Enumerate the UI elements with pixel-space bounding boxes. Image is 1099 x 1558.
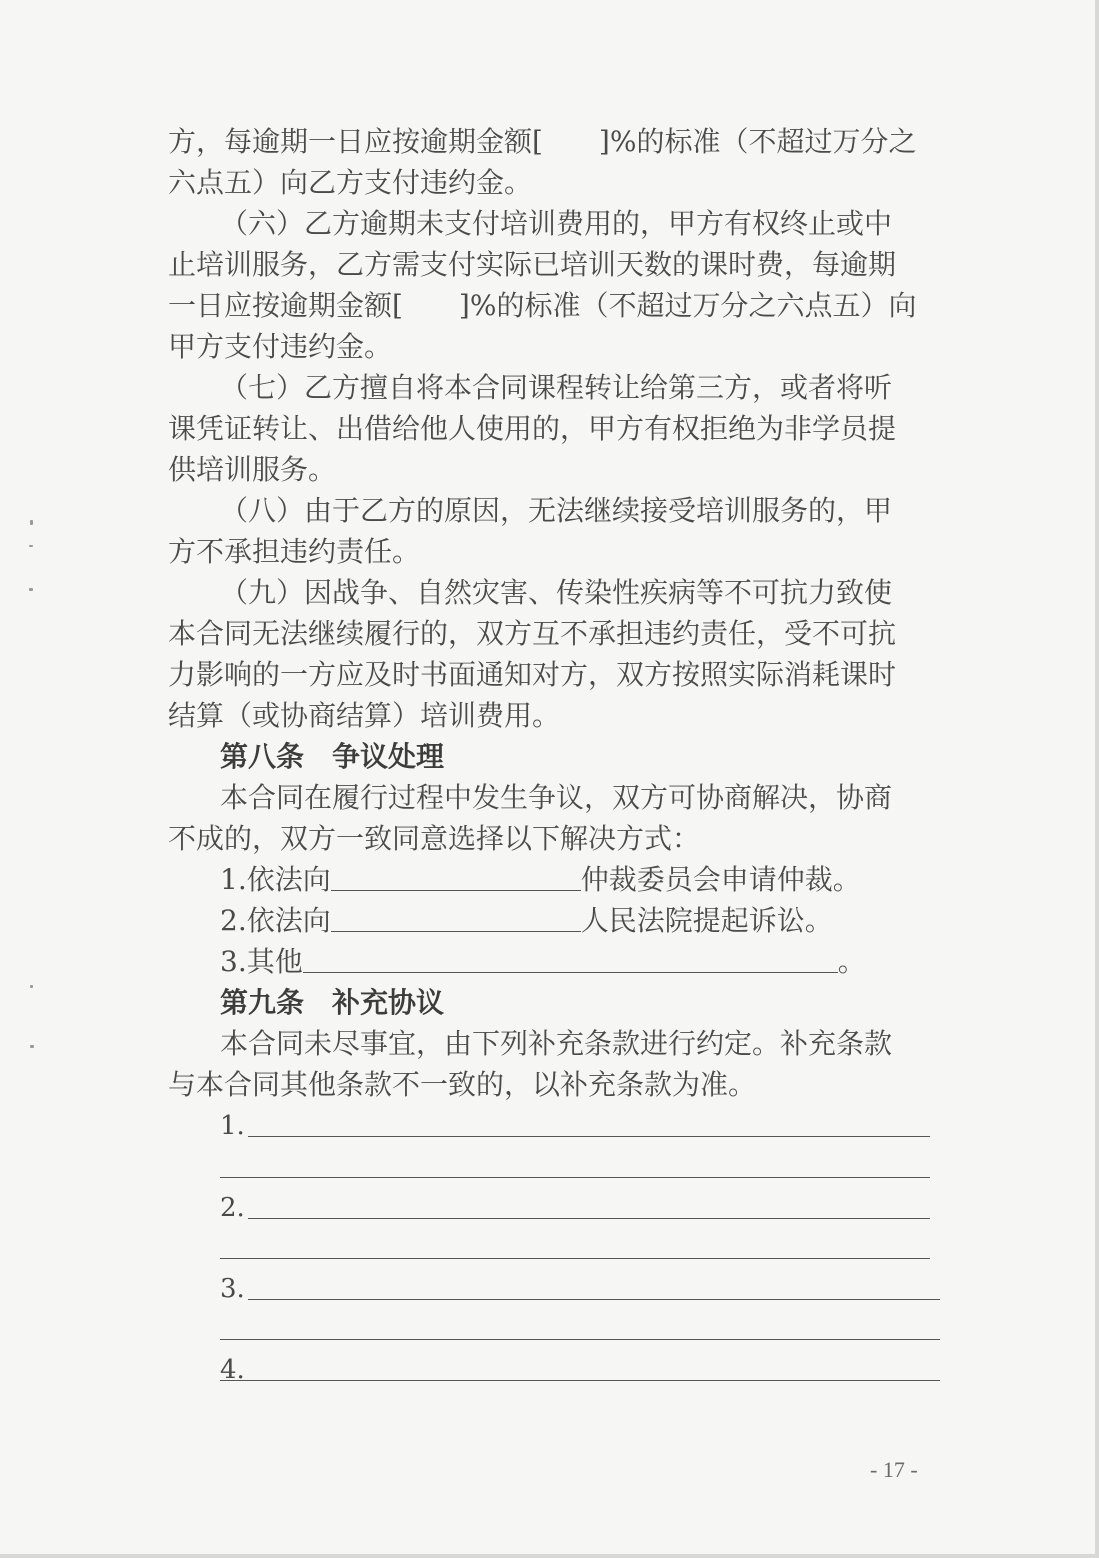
supplement-line-4[interactable] [220, 1380, 940, 1381]
arbitration-blank-field[interactable] [331, 860, 581, 891]
scan-speck [29, 588, 33, 591]
option-prefix: 1.依法向 [220, 863, 331, 896]
clause-8-line: （八）由于乙方的原因，无法继续接受培训服务的，甲 [220, 494, 893, 527]
option-suffix: 人民法院提起诉讼。 [580, 904, 833, 937]
supplement-item-number: 3. [220, 1274, 245, 1304]
dispute-option-litigation [220, 901, 833, 941]
article-9-heading: 第九条 补充协议 [220, 986, 445, 1019]
article-8-text: 本合同在履行过程中发生争议，双方可协商解决，协商 [220, 781, 893, 814]
article-9-text: 与本合同其他条款不一致的，以补充条款为准。 [168, 1068, 757, 1101]
supplement-item-number: 4. [220, 1355, 245, 1385]
paragraph-line: 方，每逾期一日应按逾期金额[ ]%的标准（不超过万分之 [168, 125, 917, 158]
supplement-item-number: 2. [220, 1193, 245, 1223]
other-blank-field[interactable] [303, 942, 838, 973]
clause-6-line: （六）乙方逾期未支付培训费用的，甲方有权终止或中 [220, 207, 893, 240]
supplement-line-1b[interactable] [220, 1177, 930, 1178]
option-prefix: 3.其他 [220, 945, 303, 978]
scan-speck [30, 985, 33, 988]
paragraph-line: 甲方支付违约金。 [168, 330, 393, 363]
option-prefix: 2.依法向 [220, 904, 331, 937]
supplement-line-2a[interactable] [248, 1218, 930, 1219]
clause-9-line: （九）因战争、自然灾害、传染性疾病等不可抗力致使 [220, 576, 893, 609]
paragraph-line: 课凭证转让、出借给他人使用的，甲方有权拒绝为非学员提 [168, 412, 897, 445]
supplement-line-3b[interactable] [220, 1339, 940, 1340]
paragraph-line: 止培训服务，乙方需支付实际已培训天数的课时费，每逾期 [168, 248, 897, 281]
dispute-option-arbitration [220, 860, 861, 900]
option-suffix: 仲裁委员会申请仲裁。 [580, 863, 861, 896]
paragraph-line: 一日应按逾期金额[ ]%的标准（不超过万分之六点五）向 [168, 289, 917, 322]
supplement-line-2b[interactable] [220, 1258, 930, 1259]
supplement-item-number: 1. [220, 1111, 245, 1141]
supplement-line-1a[interactable] [248, 1136, 930, 1137]
article-8-heading: 第八条 争议处理 [220, 740, 445, 773]
article-8-text: 不成的，双方一致同意选择以下解决方式： [168, 822, 701, 855]
scan-speck [29, 545, 33, 547]
paragraph-line: 方不承担违约责任。 [168, 535, 421, 568]
court-blank-field[interactable] [331, 901, 581, 932]
scan-speck [30, 1045, 34, 1048]
paragraph-line: 力影响的一方应及时书面通知对方，双方按照实际消耗课时 [168, 658, 897, 691]
page-number: - 17 - [870, 1457, 918, 1482]
paragraph-line: 六点五）向乙方支付违约金。 [168, 166, 533, 199]
supplement-line-3a[interactable] [248, 1299, 940, 1300]
article-9-text: 本合同未尽事宜，由下列补充条款进行约定。补充条款 [220, 1027, 893, 1060]
dispute-option-other [220, 942, 866, 982]
paragraph-line: 本合同无法继续履行的，双方互不承担违约责任，受不可抗 [168, 617, 897, 650]
paragraph-line: 结算（或协商结算）培训费用。 [168, 699, 561, 732]
paragraph-line: 供培训服务。 [168, 453, 337, 486]
option-suffix: 。 [837, 945, 866, 978]
scan-speck [30, 520, 33, 525]
clause-7-line: （七）乙方擅自将本合同课程转让给第三方，或者将听 [220, 371, 893, 404]
